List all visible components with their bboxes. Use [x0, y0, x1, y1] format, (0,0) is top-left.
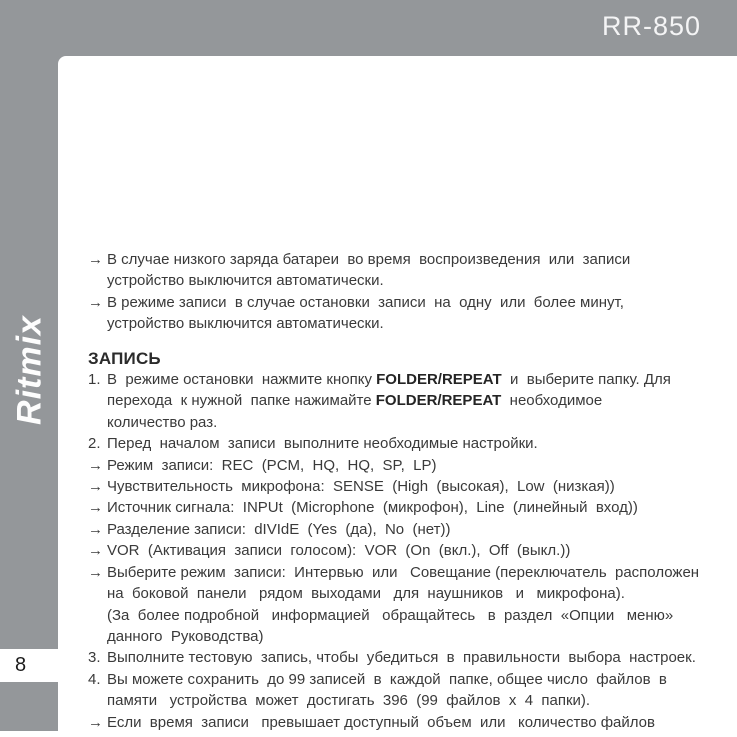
- arrow-bullet-icon: →: [88, 520, 103, 538]
- bullet-paragraph: [88, 292, 723, 335]
- arrow-bullet-icon: →: [88, 542, 103, 560]
- bullet-paragraph: [88, 497, 723, 518]
- body-text: Выполните тестовую запись, чтобы убедиться в правильности выбора настроек.: [107, 649, 696, 667]
- bullet-paragraph: [88, 540, 723, 561]
- body-text: Разделение записи: dIVIdE (Yes (да), No (нет)): [107, 520, 451, 538]
- arrow-bullet-icon: →: [88, 456, 103, 474]
- body-text: Чувствительность микрофона: SENSE (High (высокая), Low (низкая)): [107, 478, 615, 496]
- body-text: В режиме записи в случае остановки записи на одну или более минут,: [107, 293, 624, 311]
- device-model-title: RR-850: [601, 11, 701, 41]
- text-line: [88, 519, 723, 540]
- text-line: [88, 476, 723, 497]
- page-number: 8: [15, 654, 27, 676]
- bullet-paragraph: [88, 249, 723, 292]
- text-line: [88, 562, 723, 583]
- ritmix-brand-logo: Ritmix: [10, 315, 49, 425]
- text-line: [88, 712, 723, 733]
- body-text: Режим записи: REC (PCM, HQ, HQ, SP, LP): [107, 456, 437, 474]
- body-text: памяти устройства может достигать 396 (99 файлов х 4 папки).: [107, 692, 591, 710]
- body-text: устройство выключится автоматически.: [107, 272, 384, 290]
- body-text: (За более подробной информацией обращайтесь в раздел «Опции меню»: [107, 606, 674, 624]
- body-text: Источник сигнала: INPUt (Microphone (микрофон), Line (линейный вход)): [107, 499, 638, 517]
- numbered-paragraph: [88, 669, 723, 712]
- numbered-paragraph: [88, 433, 723, 454]
- body-text: VOR (Активация записи голосом): VOR (On (вкл.), Off (выкл.)): [107, 542, 571, 560]
- body-text: В режиме остановки нажмите кнопку: [107, 371, 377, 389]
- arrow-bullet-icon: →: [88, 478, 103, 496]
- body-text: устройство выключится автоматически.: [107, 315, 384, 333]
- arrow-bullet-icon: →: [88, 499, 103, 517]
- bullet-paragraph: [88, 712, 723, 733]
- arrow-bullet-icon: →: [88, 251, 103, 268]
- body-text: Если время записи превышает доступный объем или количество файлов: [107, 713, 655, 731]
- arrow-bullet-icon: →: [88, 293, 103, 311]
- text-line: [88, 605, 723, 626]
- body-text: необходимое: [501, 392, 603, 410]
- text-line: [88, 390, 723, 411]
- item-number: 4.: [88, 670, 101, 688]
- bullet-paragraph: [88, 519, 723, 540]
- body-text: количество раз.: [107, 413, 218, 431]
- body-text: данного Руководства): [107, 627, 264, 645]
- text-line: [88, 647, 723, 668]
- body-text: Выберите режим записи: Интервью или Совещание (переключатель расположен: [107, 563, 700, 581]
- arrow-bullet-icon: →: [88, 713, 103, 731]
- text-line: [88, 369, 723, 390]
- text-line: [88, 270, 723, 291]
- text-line: [88, 497, 723, 518]
- text-line: [88, 690, 723, 711]
- item-number: 1.: [88, 371, 101, 389]
- text-line: [88, 540, 723, 561]
- body-text: на боковой панели рядом выходами для наушников и микрофона).: [107, 585, 625, 603]
- body-text: Вы можете сохранить до 99 записей в каждой папке, общее число файлов в: [107, 670, 667, 688]
- text-line: [88, 292, 723, 313]
- text-line: [88, 412, 723, 433]
- bullet-paragraph: [88, 476, 723, 497]
- item-number: 3.: [88, 649, 101, 667]
- numbered-paragraph: [88, 369, 723, 433]
- bullet-paragraph: [88, 562, 723, 648]
- text-line: [88, 313, 723, 334]
- button-name-text: FOLDER/REPEAT: [376, 371, 502, 389]
- arrow-bullet-icon: →: [88, 563, 103, 581]
- text-line: [88, 433, 723, 454]
- text-line: [88, 249, 723, 270]
- section-heading: ЗАПИСЬ: [88, 348, 161, 368]
- body-text: В случае низкого заряда батареи во время воспроизведения или записи: [107, 251, 631, 268]
- text-line: [88, 583, 723, 604]
- button-name-text: FOLDER/REPEAT: [375, 392, 502, 410]
- text-line: [88, 669, 723, 690]
- text-line: [88, 455, 723, 476]
- manual-text: [88, 249, 723, 733]
- numbered-paragraph: [88, 647, 723, 668]
- item-number: 2.: [88, 435, 101, 453]
- body-text: и выберите папку. Для: [501, 371, 671, 389]
- bullet-paragraph: [88, 455, 723, 476]
- body-text: Перед началом записи выполните необходимые настройки.: [107, 435, 538, 453]
- body-text: перехода к нужной папке нажимайте: [107, 392, 376, 410]
- page-number-band: [0, 649, 58, 682]
- text-line: [88, 626, 723, 647]
